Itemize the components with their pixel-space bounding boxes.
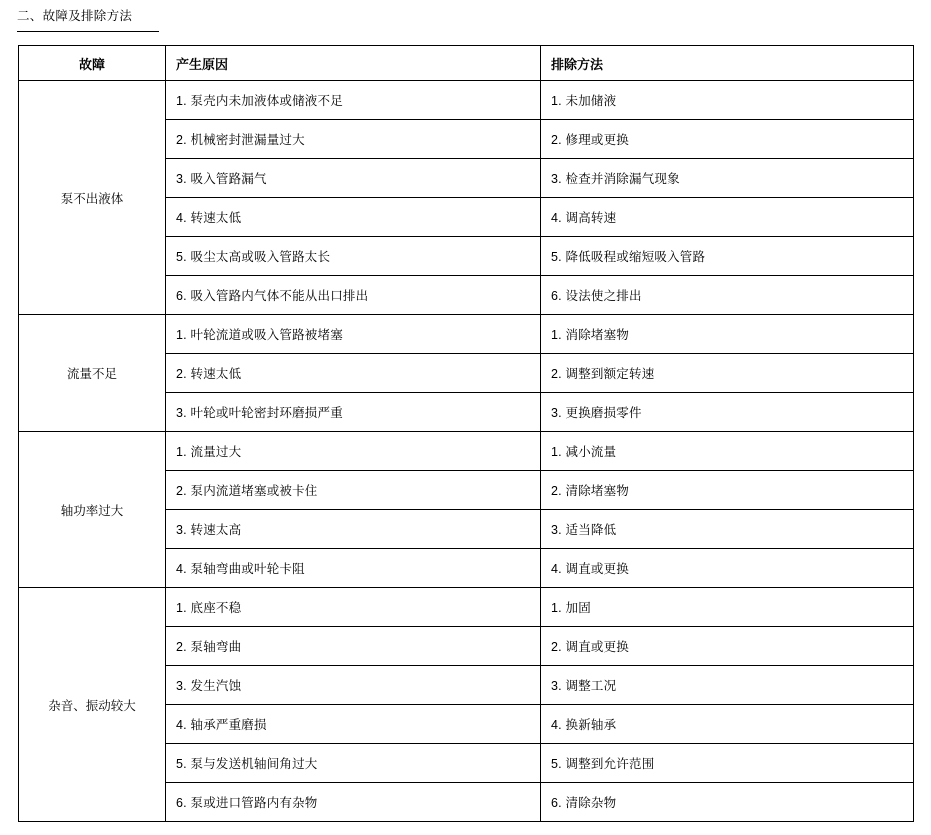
- table-row: [19, 315, 914, 354]
- title-underline-divider: [17, 31, 159, 32]
- cause-cell: 1. 叶轮流道或吸入管路被堵塞: [166, 315, 541, 354]
- fault-group-label: 杂音、振动较大: [19, 588, 166, 822]
- remedy-cell: 4. 调高转速: [541, 198, 914, 237]
- remedy-cell: 4. 调直或更换: [541, 549, 914, 588]
- remedy-cell: 2. 调直或更换: [541, 627, 914, 666]
- remedy-cell: 6. 清除杂物: [541, 783, 914, 822]
- cause-cell: 4. 泵轴弯曲或叶轮卡阻: [166, 549, 541, 588]
- table-row: [19, 81, 914, 120]
- column-header-cause: 产生原因: [166, 46, 541, 81]
- cause-cell: 1. 流量过大: [166, 432, 541, 471]
- cause-cell: 3. 发生汽蚀: [166, 666, 541, 705]
- remedy-cell: 3. 更换磨损零件: [541, 393, 914, 432]
- cause-cell: 4. 轴承严重磨损: [166, 705, 541, 744]
- cause-cell: 2. 泵内流道堵塞或被卡住: [166, 471, 541, 510]
- table-header-row: [19, 46, 914, 81]
- fault-group-label: 流量不足: [19, 315, 166, 432]
- cause-cell: 2. 转速太低: [166, 354, 541, 393]
- fault-group-label: 轴功率过大: [19, 432, 166, 588]
- remedy-cell: 2. 修理或更换: [541, 120, 914, 159]
- page-title: 二、故障及排除方法: [17, 9, 133, 23]
- remedy-cell: 1. 未加储液: [541, 81, 914, 120]
- table-header: [19, 46, 914, 81]
- cause-cell: 1. 泵壳内未加液体或储液不足: [166, 81, 541, 120]
- cause-cell: 5. 吸尘太高或吸入管路太长: [166, 237, 541, 276]
- table-row: [19, 588, 914, 627]
- remedy-cell: 2. 调整到额定转速: [541, 354, 914, 393]
- remedy-cell: 2. 清除堵塞物: [541, 471, 914, 510]
- remedy-cell: 5. 调整到允许范围: [541, 744, 914, 783]
- remedy-cell: 4. 换新轴承: [541, 705, 914, 744]
- cause-cell: 3. 吸入管路漏气: [166, 159, 541, 198]
- remedy-cell: 1. 减小流量: [541, 432, 914, 471]
- cause-cell: 5. 泵与发送机轴间角过大: [166, 744, 541, 783]
- cause-cell: 3. 转速太高: [166, 510, 541, 549]
- column-header-fault: 故障: [19, 46, 166, 81]
- remedy-cell: 6. 设法使之排出: [541, 276, 914, 315]
- remedy-cell: 3. 适当降低: [541, 510, 914, 549]
- fault-group-label: 泵不出液体: [19, 81, 166, 315]
- remedy-cell: 5. 降低吸程或缩短吸入管路: [541, 237, 914, 276]
- remedy-cell: 3. 调整工况: [541, 666, 914, 705]
- column-header-remedy: 排除方法: [541, 46, 914, 81]
- cause-cell: 3. 叶轮或叶轮密封环磨损严重: [166, 393, 541, 432]
- cause-cell: 4. 转速太低: [166, 198, 541, 237]
- remedy-cell: 3. 检查并消除漏气现象: [541, 159, 914, 198]
- cause-cell: 6. 泵或进口管路内有杂物: [166, 783, 541, 822]
- remedy-cell: 1. 加固: [541, 588, 914, 627]
- cause-cell: 1. 底座不稳: [166, 588, 541, 627]
- cause-cell: 2. 机械密封泄漏量过大: [166, 120, 541, 159]
- cause-cell: 6. 吸入管路内气体不能从出口排出: [166, 276, 541, 315]
- table-row: [19, 432, 914, 471]
- remedy-cell: 1. 消除堵塞物: [541, 315, 914, 354]
- fault-troubleshooting-table: [18, 45, 914, 822]
- cause-cell: 2. 泵轴弯曲: [166, 627, 541, 666]
- table-body: [19, 81, 914, 822]
